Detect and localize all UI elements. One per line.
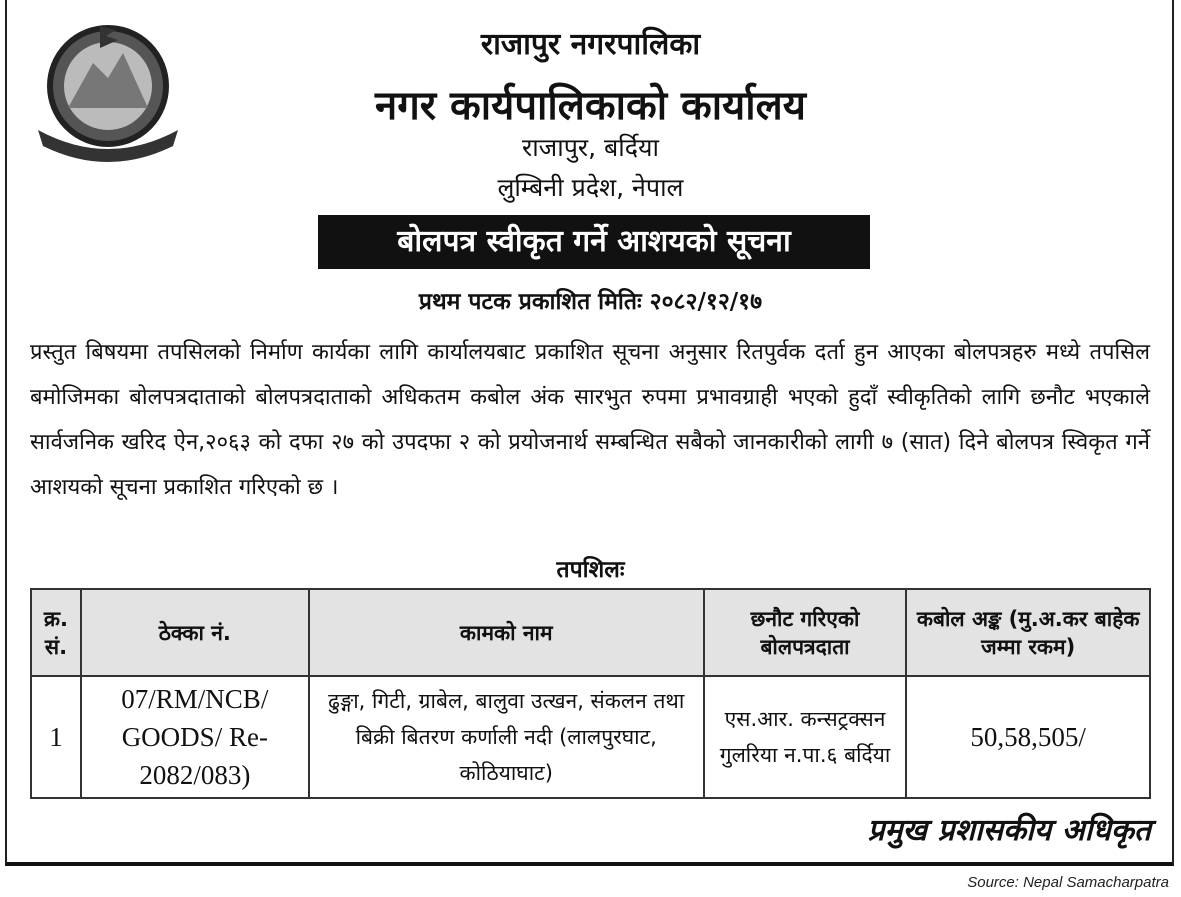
municipality-name: राजापुर नगरपालिका (480, 27, 701, 62)
table-header-row (31, 589, 1150, 676)
publish-date: प्रथम पटक प्रकाशित मितिः २०८२/१२/१७ (418, 289, 763, 315)
signature: प्रमुख प्रशासकीय अधिकृत (867, 813, 1151, 848)
cell-work-name: ढुङ्गा, गिटी, ग्राबेल, बालुवा उत्खन, संकलन तथा बिक्री बितरण कर्णाली नदी (लालपुरघाट, कोठियाघाट) (309, 676, 704, 798)
source-credit: Source: Nepal Samacharpatra (967, 874, 1169, 891)
col-serial: क्र. सं. (31, 589, 81, 676)
notice-title: बोलपत्र स्वीकृत गर्ने आशयको सूचना (318, 215, 870, 269)
cell-serial: 1 (31, 676, 81, 798)
cell-bid-amount: 50,58,505/ (906, 676, 1150, 798)
col-work-name: कामको नाम (309, 589, 704, 676)
cell-contract-no: 07/RM/NCB/ GOODS/ Re-2082/083) (81, 676, 309, 798)
office-name: नगर कार्यपालिकाको कार्यालय (375, 83, 806, 129)
table-title: तपशिलः (556, 557, 625, 583)
cell-selected-bidder: एस.आर. कन्सट्रक्सन गुलरिया न.पा.६ बर्दिया (704, 676, 907, 798)
office-province: लुम्बिनी प्रदेश, नेपाल (497, 173, 684, 202)
office-address: राजापुर, बर्दिया (521, 133, 660, 162)
bid-table (30, 588, 1151, 799)
col-contract-no: ठेक्का नं. (81, 589, 309, 676)
notice-body: प्रस्तुत बिषयमा तपसिलको निर्माण कार्यका लागि कार्यालयबाट प्रकाशित सूचना अनुसार रितपुर्वक दर्ता हुन आएका बोलपत्रहरु मध्ये तपसिल बमोजिमका बोलपत्रदाताको बोलपत्रदाताको अधिकतम कबोल अंक सारभुत रुपमा प्रभावग्राही भएको हुदाँ स्वीकृतिको लागि छनौट भएकाले सार्वजनिक खरिद ऐन,२०६३ को दफा २७ को उपदफा २ को प्रयोजनार्थ सम्बन्धित सबैको जानकारीको लागी ७ (सात) दिने बोलपत्र स्विकृत गर्ने आशयको सूचना प्रकाशित गरिएको छ । (30, 340, 1150, 500)
col-bid-amount: कबोल अङ्क (मु.अ.कर बाहेक जम्मा रकम) (906, 589, 1150, 676)
col-selected-bidder: छनौट गरिएको बोलपत्रदाता (704, 589, 907, 676)
table-row (31, 676, 1150, 798)
